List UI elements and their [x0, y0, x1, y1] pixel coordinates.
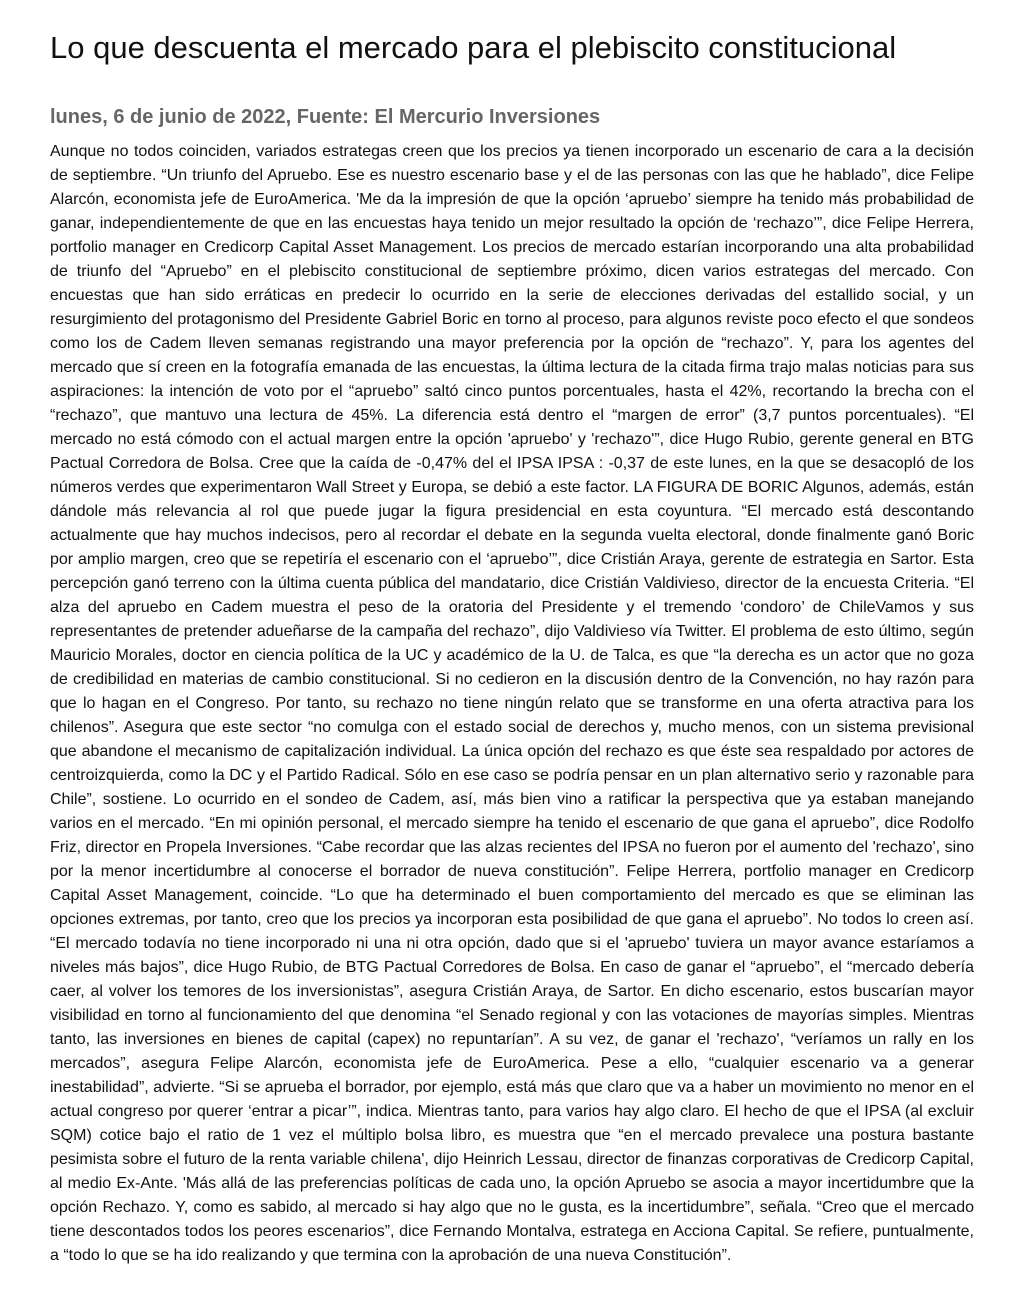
article-body: Aunque no todos coinciden, variados estrategas creen que los precios ya tienen incorporado un escenario de cara a la decisión de septiembre. “Un triunfo del Apruebo. Ese es nuestro escenario base y el de las personas con las que he hablado”, dice Felipe Alarcón, economista jefe de EuroAmerica. 'Me da la impresión de que la opción ‘apruebo’ siempre ha tenido más probabilidad de ganar, independientemente de que en las encuestas haya tenido un mejor resultado la opción de ‘rechazo’”, dice Felipe Herrera, portfolio manager en Credicorp Capital Asset Management. Los precios de mercado estarían incorporando una alta probabilidad de triunfo del “Apruebo” en el plebiscito constitucional de septiembre próximo, dicen varios estrategas del mercado. Con encuestas que han sido erráticas en predecir lo ocurrido en la serie de elecciones derivadas del estallido social, y un resurgimiento del protagonismo del Presidente Gabriel Boric en torno al proceso, para algunos reviste poco efecto el que sondeos como los de Cadem lleven semanas registrando una mayor preferencia por la opción de “rechazo”. Y, para los agentes del mercado que sí creen en la fotografía emanada de las encuestas, la última lectura de la citada firma trajo malas noticias para sus aspiraciones: la intención de voto por el “apruebo” saltó cinco puntos porcentuales, hasta el 42%, recortando la brecha con el “rechazo”, que mantuvo una lectura de 45%. La diferencia está dentro el “margen de error” (3,7 puntos porcentuales). “El mercado no está cómodo con el actual margen entre la opción 'apruebo' y 'rechazo'”, dice Hugo Rubio, gerente general en BTG Pactual Corredora de Bolsa. Cree que la caída de -0,47% del el IPSA IPSA : -0,37 de este lunes, en la que se desacopló de los números verdes que experimentaron Wall Street y Europa, se debió a este factor. LA FIGURA DE BORIC Algunos, además, están dándole más relevancia al rol que puede jugar la figura presidencial en esta coyuntura. “El mercado está descontando actualmente que hay muchos indecisos, pero al recordar el debate en la segunda vuelta electoral, donde finalmente ganó Boric por amplio margen, creo que se repetiría el escenario con el ‘apruebo’”, dice Cristián Araya, gerente de estrategia en Sartor. Esta percepción ganó terreno con la última cuenta pública del mandatario, dice Cristián Valdivieso, director de la encuesta Criteria. “El alza del apruebo en Cadem muestra el peso de la oratoria del Presidente y el tremendo ‘condoro’ de ChileVamos y sus representantes de pretender adueñarse de la campaña del rechazo”, dijo Valdivieso vía Twitter. El problema de esto último, según Mauricio Morales, doctor en ciencia política de la UC y académico de la U. de Talca, es que “la derecha es un actor que no goza de credibilidad en materias de cambio constitucional. Si no cedieron en la discusión dentro de la Convención, no hay razón para que lo hagan en el Congreso. Por tanto, su rechazo no tiene ningún relato que se transforme en una oferta atractiva para los chilenos”. Asegura que este sector “no comulga con el estado social de derechos y, mucho menos, con un sistema previsional que abandone el mecanismo de capitalización individual. La única opción del rechazo es que éste sea respaldado por actores de centroizquierda, como la DC y el Partido Radical. Sólo en ese caso se podría pensar en un plan alternativo serio y razonable para Chile”, sostiene. Lo ocurrido en el sondeo de Cadem, así, más bien vino a ratificar la perspectiva que ya estaban manejando varios en el mercado. “En mi opinión personal, el mercado siempre ha tenido el escenario de que gana el apruebo”, dice Rodolfo Friz, director en Propela Inversiones. “Cabe recordar que las alzas recientes del IPSA no fueron por el aumento del 'rechazo', sino por la menor incertidumbre al conocerse el borrador de nueva constitución”. Felipe Herrera, portfolio manager en Credicorp Capital Asset Management, coincide. “Lo que ha determinado el buen comportamiento del mercado es que se eliminan las opciones extremas, por tanto, creo que los precios ya incorporan esta posibilidad de que gana el apruebo”. No todos lo creen así. “El mercado todavía no tiene incorporado ni una ni otra opción, dado que si el 'apruebo' tuviera un mayor avance estaríamos a niveles más bajos”, dice Hugo Rubio, de BTG Pactual Corredores de Bolsa. En caso de ganar el “apruebo”, el “mercado debería caer, al volver los temores de los inversionistas”, asegura Cristián Araya, de Sartor. En dicho escenario, estos buscarían mayor visibilidad en torno al funcionamiento del que denomina “el Senado regional y con las votaciones de mayorías simples. Mientras tanto, las inversiones en bienes de capital (capex) no repuntarían”. A su vez, de ganar el 'rechazo', “veríamos un rally en los mercados”, asegura Felipe Alarcón, economista jefe de EuroAmerica. Pese a ello, “cualquier escenario va a generar inestabilidad”, advierte. “Si se aprueba el borrador, por ejemplo, está más que claro que va a haber un movimiento no menor en el actual congreso por querer ‘entrar a picar’”, indica. Mientras tanto, para varios hay algo claro. El hecho de que el IPSA (al excluir SQM) cotice bajo el ratio de 1 vez el múltiplo bolsa libro, es muestra que “en el mercado prevalece una postura bastante pesimista sobre el futuro de la renta variable chilena', dijo Heinrich Lessau, director de finanzas corporativas de Credicorp Capital, al medio Ex-Ante. 'Más allá de las preferencias políticas de cada uno, la opción Apruebo se asocia a mayor incertidumbre que la opción Rechazo. Y, como es sabido, al mercado si hay algo que no le gusta, es la incertidumbre”, señala. “Creo que el mercado tiene descontados todos los peores escenarios”, dice Fernando Montalva, estratega en Acciona Capital. Se refiere, puntualmente, a “todo lo que se ha ido realizando y que termina con la aprobación de una nueva Constitución”. [50, 143, 974, 1264]
article-date-source: lunes, 6 de junio de 2022, Fuente: El Mercurio Inversiones [50, 106, 601, 128]
article-title: Lo que descuenta el mercado para el plebiscito constitucional [50, 30, 897, 65]
